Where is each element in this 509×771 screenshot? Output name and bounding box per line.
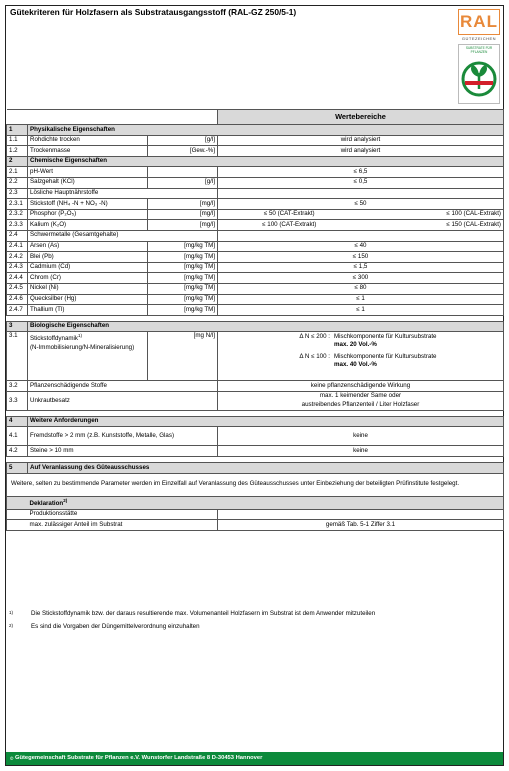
section-title: Deklaration$^{2)}$: [28, 496, 504, 509]
table-row: [7, 427, 504, 446]
row-value: keine: [218, 427, 504, 446]
quality-seal: [458, 44, 500, 104]
row-value: ≤ 1: [218, 294, 504, 305]
row-label: Schwermetalle (Gesamtgehalte): [28, 230, 218, 241]
row-label: Quecksilber (Hg): [28, 294, 148, 305]
row-label: Pflanzenschädigende Stoffe: [28, 381, 218, 392]
row-unit: [mg/l]: [148, 199, 218, 210]
row-number: 2.3.1: [7, 199, 28, 210]
criteria-table: [6, 109, 504, 531]
row-label: Trockenmasse: [28, 146, 148, 157]
footnote: 1) Die Stickstoffdynamik bzw. der daraus resultierende max. Volumenanteil Holzfasern im Substrat ist dem Anwender mitzuteilen: [9, 610, 376, 617]
row-number: 1.1: [7, 135, 28, 146]
row-value: Δ N ≤ 200 : Mischkomponente für Kultursubstrate max. 20 Vol.-% Δ N ≤ 100 : Mischkomponente für Kultursubstrate max. 40 Vol.-%: [218, 332, 504, 381]
section-title: Biologische Eigenschaften: [28, 321, 504, 332]
table-row: [7, 177, 504, 188]
row-value-cal: ≤ 150 (CAL-Extrakt): [361, 220, 504, 231]
row-unit: [g/l]: [148, 177, 218, 188]
section-title: Auf Veranlassung des Güteausschusses: [28, 463, 504, 474]
row-label: Stickstoffdynamik$^{1)}$ (N-Immobilisierung/N-Mineralisierung): [28, 332, 148, 381]
row-value: wird analysiert: [218, 135, 504, 146]
row-unit: [mg/kg TM]: [148, 252, 218, 263]
row-number: 2.4.4: [7, 273, 28, 284]
row-value: keine pflanzenschädigende Wirkung: [218, 381, 504, 392]
row-number: 2: [7, 156, 28, 167]
table-row: [7, 273, 504, 284]
table-header-row: [7, 110, 504, 125]
row-unit: [g/l]: [148, 135, 218, 146]
table-row: [7, 305, 504, 316]
row-value-cat: ≤ 50 (CAT-Extrakt): [218, 209, 361, 220]
row-number: 2.4.5: [7, 283, 28, 294]
table-row: [7, 199, 504, 210]
row-value: ≤ 40: [218, 241, 504, 252]
section-row: [7, 416, 504, 427]
row-unit: [mg/kg TM]: [148, 283, 218, 294]
row-label: Fremdstoffe > 2 mm (z.B. Kunststoffe, Metalle, Glas): [28, 427, 218, 446]
row-number: 4: [7, 416, 28, 427]
table-row: [7, 262, 504, 273]
row-number: 2.4: [7, 230, 28, 241]
row-number: 2.4.7: [7, 305, 28, 316]
row-number: 3.1: [7, 332, 28, 381]
row-value: ≤ 150: [218, 252, 504, 263]
section-title: Physikalische Eigenschaften: [28, 125, 504, 136]
row-number: 3.2: [7, 381, 28, 392]
table-row: [7, 241, 504, 252]
row-unit: [mg/kg TM]: [148, 294, 218, 305]
row-value: ≤ 80: [218, 283, 504, 294]
row-unit: [mg N/l]: [148, 332, 218, 381]
row-number: 4.2: [7, 446, 28, 457]
row-value: keine: [218, 446, 504, 457]
table-row: [7, 220, 504, 231]
row-number: 2.4.3: [7, 262, 28, 273]
row-label: Arsen (As): [28, 241, 148, 252]
row-label: max. zulässiger Anteil im Substrat: [28, 520, 218, 531]
section-row: [7, 496, 504, 509]
row-number: 2.1: [7, 167, 28, 178]
footnotes: [6, 610, 503, 636]
column-header-wertebereiche: Wertebereiche: [218, 110, 504, 125]
row-label: Stickstoff (NH₄ -N + NO₃ -N): [28, 199, 148, 210]
row-value: max. 1 keimender Same oder austreibendes Pflanzenteil / Liter Holzfaser: [218, 391, 504, 410]
row-number: 2.2: [7, 177, 28, 188]
row-number: 2.4.1: [7, 241, 28, 252]
row-unit: [mg/kg TM]: [148, 273, 218, 284]
row-value-cal: ≤ 100 (CAL-Extrakt): [361, 209, 504, 220]
footnote: 2) Es sind die Vorgaben der Düngemittelverordnung einzuhalten: [9, 623, 200, 630]
row-label: Salzgehalt (KCl): [28, 177, 148, 188]
table-row: [7, 188, 504, 199]
row-value: wird analysiert: [218, 146, 504, 157]
row-number: 5: [7, 463, 28, 474]
row-label: Blei (Pb): [28, 252, 148, 263]
section-title: Chemische Eigenschaften: [28, 156, 504, 167]
ral-logo: RAL: [458, 9, 500, 35]
section-row: [7, 321, 504, 332]
table-row: [7, 146, 504, 157]
row-label: Produktionsstätte: [28, 509, 218, 520]
row-label: Lösliche Hauptnährstoffe: [28, 188, 218, 199]
table-row: [7, 509, 504, 520]
row-label: Kalium (K₂O): [28, 220, 148, 231]
table-row: [7, 135, 504, 146]
table-row: [7, 252, 504, 263]
row-label: pH-Wert: [28, 167, 148, 178]
row-label: Steine > 10 mm: [28, 446, 218, 457]
table-row: [7, 294, 504, 305]
footer-text: Gütegemeinschaft Substrate für Pflanzen e.V. Wunstorfer Landstraße 8 D-30453 Hannover: [14, 755, 263, 761]
row-number: 2.3: [7, 188, 28, 199]
row-value: ≤ 1,5: [218, 262, 504, 273]
row-unit: [mg/l]: [148, 220, 218, 231]
table-row: [7, 283, 504, 294]
row-value: ≤ 300: [218, 273, 504, 284]
table-row: [7, 209, 504, 220]
row-number: 2.4.6: [7, 294, 28, 305]
row-unit: [mg/kg TM]: [148, 305, 218, 316]
table-row: [7, 332, 504, 381]
row-number: 3.3: [7, 391, 28, 410]
row-label: Chrom (Cr): [28, 273, 148, 284]
section-row: [7, 463, 504, 474]
row-number: 2.3.2: [7, 209, 28, 220]
table-row: [7, 381, 504, 392]
table-row: [7, 473, 504, 496]
ral-logo-subtext: GÜTEZEICHEN: [461, 36, 497, 41]
row-label: Rohdichte trocken: [28, 135, 148, 146]
row-number: 1.2: [7, 146, 28, 157]
row-label: Unkrautbesatz: [28, 391, 218, 410]
row-label: Nickel (Ni): [28, 283, 148, 294]
row-value-cat: ≤ 100 (CAT-Extrakt): [218, 220, 361, 231]
row-label: Phosphor (P₂O₅): [28, 209, 148, 220]
row-unit: [148, 167, 218, 178]
row-unit: [mg/kg TM]: [148, 262, 218, 273]
table-row: [7, 446, 504, 457]
section-title: Weitere Anforderungen: [28, 416, 504, 427]
row-number: 2.4.2: [7, 252, 28, 263]
document-title: Gütekriteren für Holzfasern als Substratausgangsstoff (RAL-GZ 250/5-1): [10, 7, 297, 17]
logo-block: [458, 9, 500, 103]
row-number: 3: [7, 321, 28, 332]
row-value: ≤ 0,5: [218, 177, 504, 188]
section-row: [7, 156, 504, 167]
row-value: ≤ 50: [218, 199, 504, 210]
footer-bar: © Gütegemeinschaft Substrate für Pflanzen e.V. Wunstorfer Landstraße 8 D-30453 Hannover: [6, 752, 503, 765]
section-row: [7, 125, 504, 136]
table-row: [7, 520, 504, 531]
row-value: gemäß Tab. 5-1 Ziffer 3.1: [218, 520, 504, 531]
row-value: ≤ 6,5: [218, 167, 504, 178]
row-label: Cadmium (Cd): [28, 262, 148, 273]
row-number: 1: [7, 125, 28, 136]
row-number: 2.3.3: [7, 220, 28, 231]
row-unit: [mg/kg TM]: [148, 241, 218, 252]
table-row: [7, 230, 504, 241]
row-label: Thallium (Tl): [28, 305, 148, 316]
seal-text: SUBSTRATE FÜR PFLANZEN: [465, 46, 493, 54]
document-page: [5, 5, 504, 766]
row-value: ≤ 1: [218, 305, 504, 316]
row-number: 4.1: [7, 427, 28, 446]
row-text: Weitere, selten zu bestimmende Parameter werden im Einzelfall auf Veranlassung des Güteausschusses unter Einbeziehung der beteiligten Prüfinstitute festgelegt.: [7, 473, 504, 496]
row-unit: [Gew.-%]: [148, 146, 218, 157]
row-unit: [mg/l]: [148, 209, 218, 220]
table-row: [7, 391, 504, 410]
table-row: [7, 167, 504, 178]
